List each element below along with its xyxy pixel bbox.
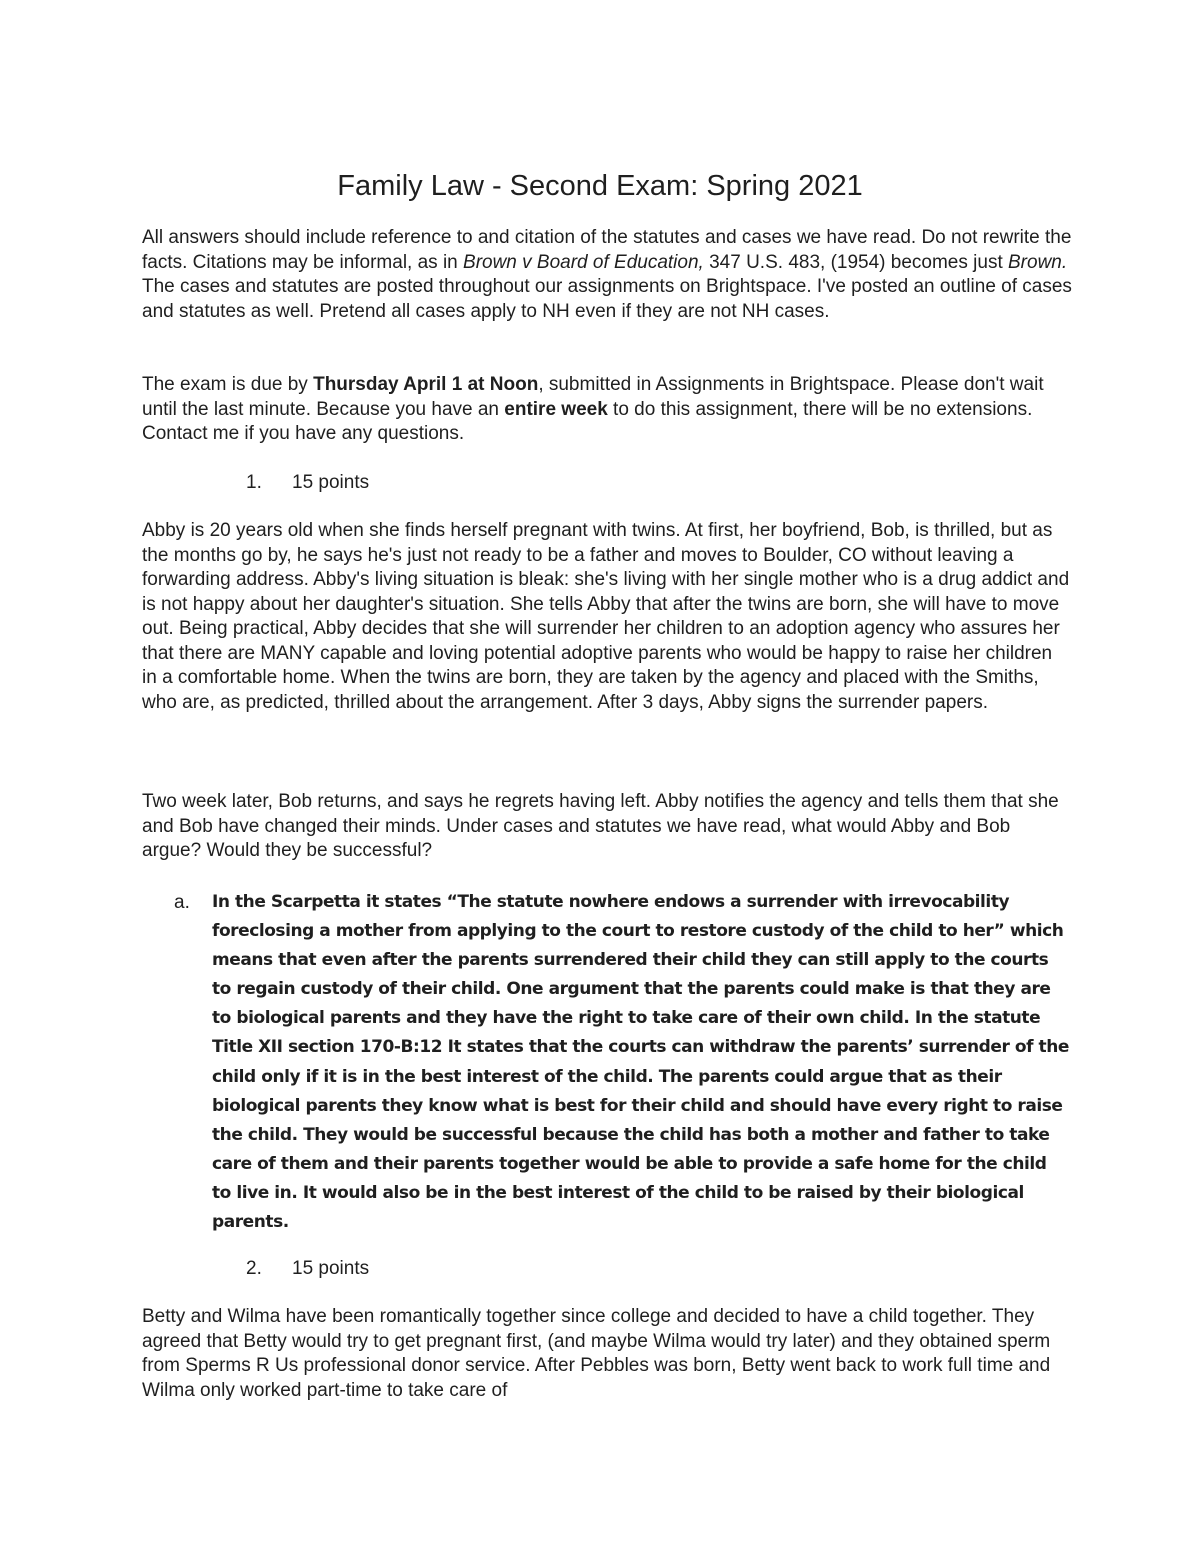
question-2-heading bbox=[246, 1257, 369, 1282]
question-2-facts: Betty and Wilma have been romantically together since college and decided to have a child together. They agreed that Betty would try to get pregnant first, (and maybe Wilma would try later) and they obtained sperm from Sperms R Us professional donor service. After Pebbles was born, Betty went back to work full time and Wilma only worked part-time to take care of bbox=[142, 1306, 1051, 1401]
due-text-3: to do this assignment, there will be no extensions. Contact me if you have any questions. bbox=[142, 398, 1033, 444]
due-date: Thursday April 1 at Noon bbox=[313, 374, 539, 395]
due-text-2: , submitted in Assignments in Brightspace. Please don't wait until the last minute. Because you have an bbox=[142, 374, 1044, 420]
intro-text-1: All answers should include reference to and citation of the statutes and cases we have read. Do not rewrite the facts. Citations may be informal, as in bbox=[142, 227, 1072, 273]
intro-text-3: The cases and statutes are posted throughout our assignments on Brightspace. I've posted an outline of cases and statutes as well. Pretend all cases apply to NH even if they are not NH cases. bbox=[142, 276, 1072, 322]
question-1-number: 1. bbox=[246, 472, 262, 493]
short-citation: Brown. bbox=[1008, 251, 1068, 273]
question-1-heading bbox=[246, 471, 369, 496]
page-title: Family Law - Second Exam: Spring 2021 bbox=[337, 170, 863, 202]
answer-a-marker: a. bbox=[174, 892, 190, 913]
question-2-number: 2. bbox=[246, 1258, 262, 1279]
question-1-prompt: Two week later, Bob returns, and says he regrets having left. Abby notifies the agency and tells them that she and Bob have changed their minds. Under cases and statutes we have read, what would Abby and Bob argue? Would they be successful? bbox=[142, 791, 1059, 861]
answer-a-text: In the Scarpetta it states “The statute nowhere endows a surrender with irrevocability foreclosing a mother from applying to the court to restore custody of the child to her” which means that even after the parents surrendered their child they can still apply to the courts to regain custody of their child. One argument that the parents could make is that they are to biological parents and they have the right to take care of their own child. In the statute Title XII section 170-B:12 It states that the courts can withdraw the parents’ surrender of the child only if it is in the best interest of the child. The parents could argue that as their biological parents they know what is best for their child and should have every right to raise the child. They would be successful because the child has both a mother and father to take care of them and their parents together would be able to provide a safe home for the child to live in. It would also be in the best interest of the child to be raised by their biological parents. bbox=[212, 892, 1069, 1233]
intro-paragraph bbox=[142, 226, 1072, 324]
question-1-points: 15 points bbox=[292, 472, 370, 493]
due-date-paragraph bbox=[142, 373, 1072, 447]
question-1-facts: Abby is 20 years old when she finds herself pregnant with twins. At first, her boyfriend, Bob, is thrilled, but as the months go by, he says he's just not ready to be a father and moves to Boulder, CO without leaving a forwarding address. Abby's living situation is bleak: she's living with her single mother who is a drug addict and is not happy about her daughter's situation. She tells Abby that after the twins are born, she will have to move out. Being practical, Abby decides that she will surrender her children to an adoption agency who assures her that there are MANY capable and loving potential adoptive parents who would be happy to raise her children in a comfortable home. When the twins are born, they are taken by the agency and placed with the Smiths, who are, as predicted, thrilled about the arrangement. After 3 days, Abby signs the surrender papers. bbox=[142, 520, 1070, 713]
intro-text-2: 347 U.S. 483, (1954) becomes just bbox=[703, 251, 1008, 273]
case-citation: Brown v Board of Education, bbox=[463, 251, 704, 273]
due-text-1: The exam is due by bbox=[142, 374, 314, 395]
entire-week: entire week bbox=[504, 398, 608, 420]
question-2-points: 15 points bbox=[292, 1258, 370, 1279]
